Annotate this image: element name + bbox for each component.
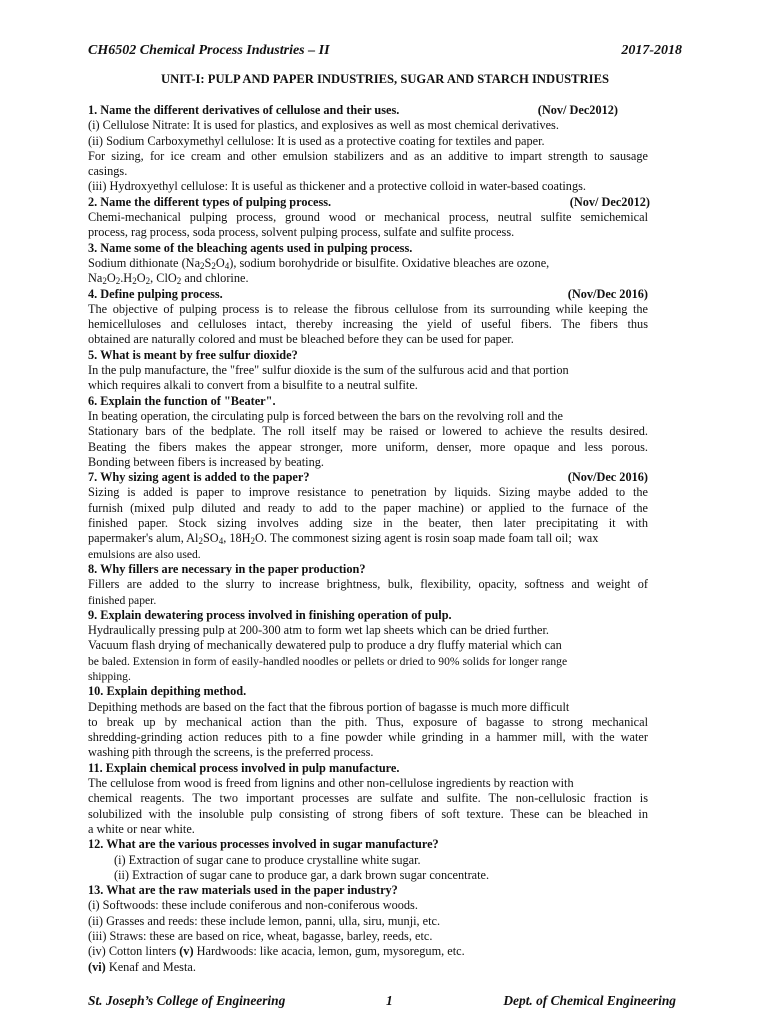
text-line: which requires alkali to convert from a bisulfite to a neutral sulfite. (88, 378, 418, 393)
question-11: 11. Explain chemical process involved in pulp manufacture. (88, 760, 400, 775)
question-4: 4. Define pulping process. (Nov/Dec 2016) (88, 286, 648, 301)
text-line: Sodium dithionate $(Na_2S_2O_4)$, sodium borohydride or bisulfite. Oxidative bleaches are ozone, (88, 255, 550, 271)
text-line: emulsions are also used. (88, 547, 201, 561)
text-line: In beating operation, the circulating pulp is forced between the bars on the revolving roll and the (88, 408, 563, 423)
college-name: St. Joseph’s College of Engineering (88, 993, 286, 1008)
text-line: For sizing, for ice cream and other emulsion stabilizers and as an additive to impart strength to sausage (88, 148, 648, 163)
text-line: $Na_2O_2.H_2O_2$, ClO$_2$ and chlorine. (88, 271, 249, 287)
text-line: process, rag process, soda process, solvent pulping process, sulfate and sulfite process. (88, 225, 515, 240)
text-line: Chemi-mechanical pulping process, ground wood or mechanical process, neutral sulfite semichemical (88, 210, 648, 225)
text-line: obtained are naturally colored and must be bleached before they can be used for paper. (88, 332, 514, 347)
text-line: chemical reagents. The two important processes are sulfate and sulfite. The non-cellulosic fraction is (88, 791, 648, 806)
text-line: (i) Softwoods: these include coniferous and non-coniferous woods. (88, 898, 418, 913)
page-footer (88, 993, 676, 1013)
question-1: 1. Name the different derivatives of cellulose and their uses. (Nov/ Dec2012) (88, 103, 618, 117)
question-5: 5. What is meant by free sulfur dioxide? (88, 347, 298, 362)
question-6: 6. Explain the function of "Beater". (88, 393, 276, 408)
unit-title: UNIT-I: PULP AND PAPER INDUSTRIES, SUGAR AND STARCH INDUSTRIES (161, 72, 609, 86)
text-line: to break up by mechanical action than the pith. Thus, exposure of bagasse to strong mechanical (88, 714, 648, 729)
text-line: (i) Extraction of sugar cane to produce crystalline white sugar. (114, 852, 421, 867)
question-13: 13. What are the raw materials used in the paper industry? (88, 883, 398, 898)
question-9: 9. Explain dewatering process involved in finishing operation of pulp. (88, 607, 452, 622)
exam-date: (Nov/Dec 2016) (567, 470, 648, 485)
text-line: Stationary bars of the bedplate. The roll itself may be raised or lowered to achieve the results desired. (88, 424, 648, 439)
question-2: 2. Name the different types of pulping process. (Nov/ Dec2012) (88, 194, 650, 209)
text-line: (i) Cellulose Nitrate: It is used for plastics, and explosives as well as most chemical derivatives. (88, 118, 559, 133)
text-line: Beating the fibers makes the appear stronger, more uniform, denser, more opaque and less porous. (88, 439, 648, 454)
text-line: (iv) Cotton linters (v) Hardwoods: like acacia, lemon, gum, mysoregum, etc. (88, 944, 465, 959)
text-line: casings. (88, 164, 128, 179)
text-line: washing pith through the screens, is the preferred process. (88, 745, 374, 760)
text-line: Hydraulically pressing pulp at 200-300 atm to form wet lap sheets which can be dried further. (88, 623, 550, 638)
text-line: a white or near white. (88, 821, 195, 836)
page-header (88, 43, 682, 63)
question-8: 8. Why fillers are necessary in the paper production? (88, 561, 366, 576)
text-line: (iii) Straws: these are based on rice, wheat, bagasse, barley, reeds, etc. (88, 929, 433, 944)
text-line: shipping. (88, 669, 131, 683)
text-line: be baled. Extension in form of easily-handled noodles or pellets or dried to 90% solids for longer range (88, 654, 568, 668)
question-12: 12. What are the various processes involved in sugar manufacture? (88, 837, 439, 852)
text-line: Fillers are added to the slurry to increase brightness, bulk, flexibility, opacity, softness and weight of (88, 577, 648, 592)
text-line: Vacuum flash drying of mechanically dewatered pulp to produce a dry fluffy material which can (88, 638, 562, 653)
text-line: The cellulose from wood is freed from lignins and other non-cellulose ingredients by reaction with (88, 776, 574, 791)
text-line: (vi) Kenaf and Mesta. (88, 959, 196, 974)
text-line: solubilized with the insoluble pulp consisting of strong fibers of soft texture. These can be bleached in (88, 806, 648, 821)
text-line: shredding-grinding action reduces pith to a fine powder while grinding in a hammer mill, with the water (88, 730, 648, 745)
department-name: Dept. of Chemical Engineering (503, 993, 676, 1008)
academic-year: 2017-2018 (621, 43, 682, 58)
exam-date: (Nov/ Dec2012) (537, 103, 618, 117)
question-7: 7. Why sizing agent is added to the paper? (Nov/Dec 2016) (88, 470, 648, 485)
text-line: Depithing methods are based on the fact that the fibrous portion of bagasse is much more difficult (88, 699, 570, 714)
text-line: (ii) Extraction of sugar cane to produce gar, a dark brown sugar concentrate. (114, 867, 490, 882)
text-line: (ii) Grasses and reeds: these include lemon, panni, ulla, siru, munji, etc. (88, 913, 441, 928)
question-3: 3. Name some of the bleaching agents used in pulping process. (88, 240, 413, 255)
document-body (88, 103, 648, 975)
text-line: hemicelluloses and celluloses intact, thereby increasing the yield of useful fibers. The fibers thus (88, 317, 648, 332)
text-line: furnish (mixed pulp diluted and ready to add to the paper machine) or applied to the furnace of the (88, 500, 648, 515)
text-line: (ii) Sodium Carboxymethyl cellulose: It is used as a protective coating for textiles and paper. (88, 133, 545, 148)
text-line: The objective of pulping process is to release the fibrous cellulose from its surrounding while keeping the (88, 301, 648, 316)
text-line: papermaker's alum, $Al_2SO_4$, $18H_2O$. The commonest sizing agent is rosin soap made foam tall oil; wax (88, 531, 599, 547)
exam-date: (Nov/ Dec2012) (569, 194, 650, 209)
text-line: (iii) Hydroxyethyl cellulose: It is useful as thickener and a protective colloid in water-based coatings. (88, 179, 586, 194)
text-line: Sizing is added is paper to improve resistance to penetration by liquids. Sizing maybe added to the (88, 485, 648, 500)
question-10: 10. Explain depithing method. (88, 684, 247, 699)
text-line: Bonding between fibers is increased by beating. (88, 454, 324, 469)
exam-date: (Nov/Dec 2016) (567, 286, 648, 301)
text-line: finished paper. Stock sizing involves adding size in the beater, then later precipitating it with (88, 516, 648, 531)
text-line: In the pulp manufacture, the "free" sulfur dioxide is the sum of the sulfurous acid and that portion (88, 363, 569, 378)
page-number: 1 (386, 993, 393, 1008)
course-title: CH6502 Chemical Process Industries – II (88, 43, 330, 58)
text-line: finished paper. (88, 593, 157, 607)
